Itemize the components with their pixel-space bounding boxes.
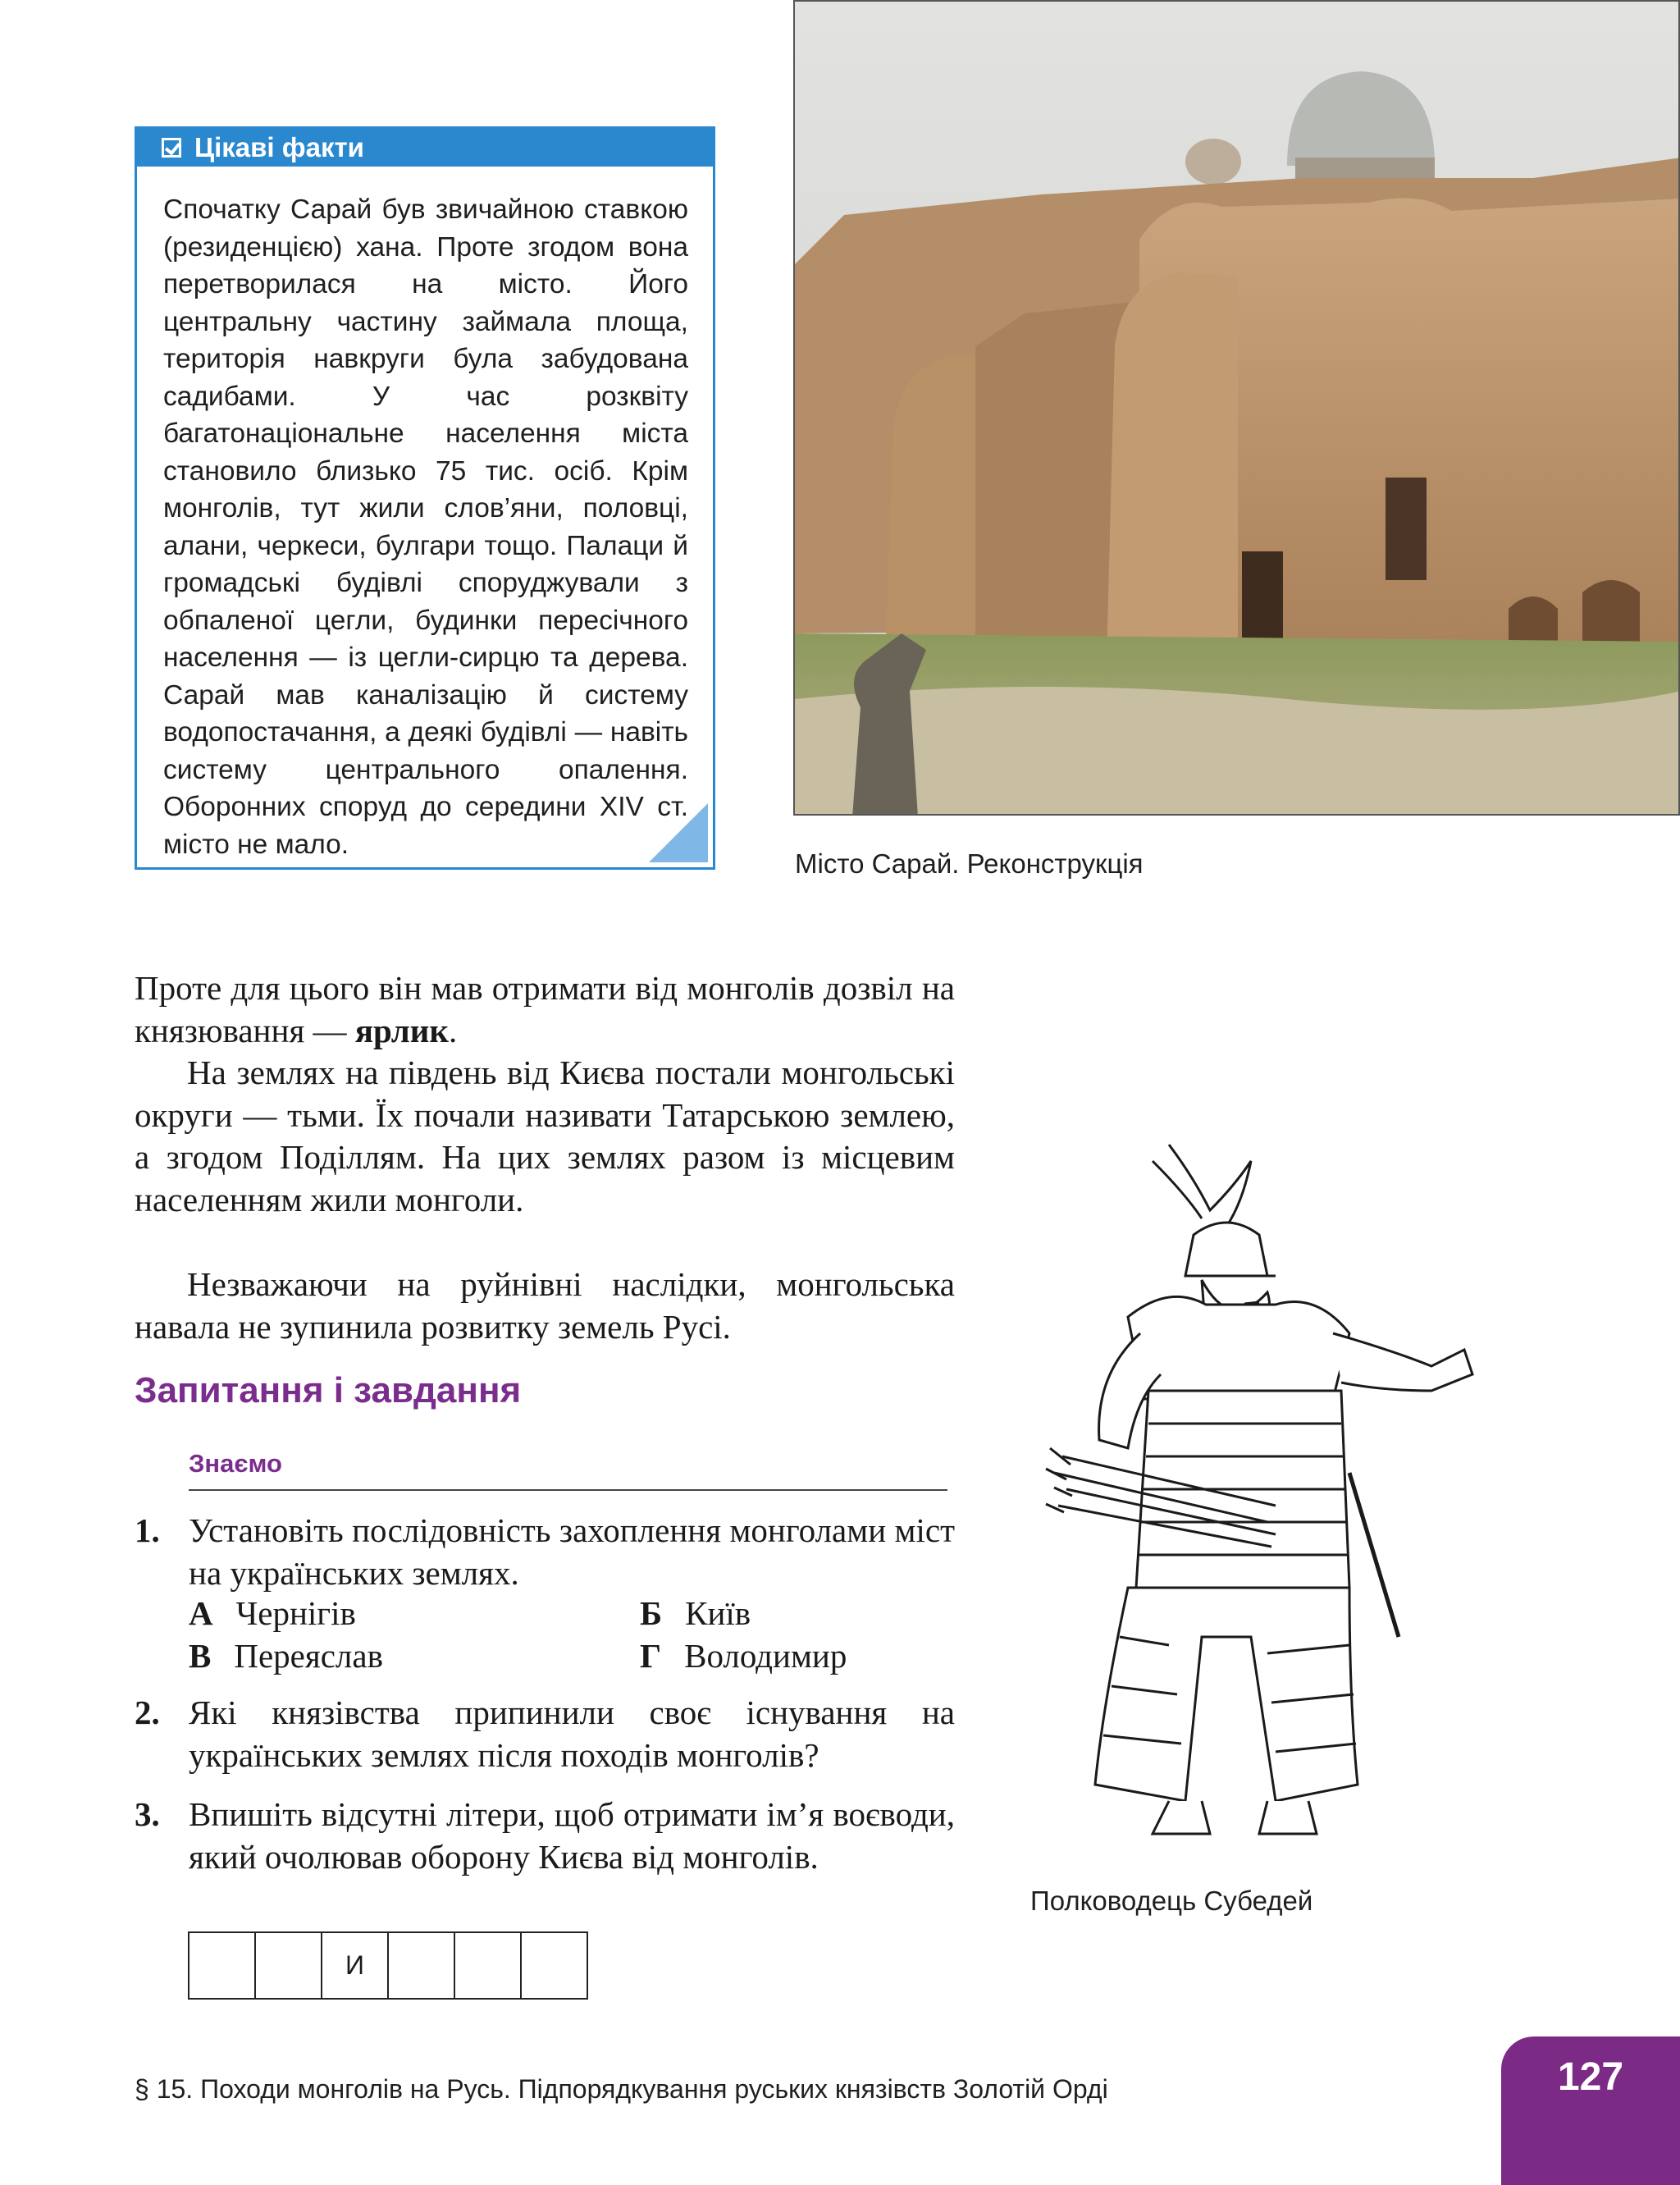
option-text: Чернігів	[235, 1594, 356, 1632]
subhead-znayemo: Знаємо	[189, 1449, 282, 1478]
facts-title: Цікаві факти	[194, 132, 364, 162]
letter-grid	[188, 1931, 588, 2000]
checkbox-icon	[162, 138, 181, 158]
option-a	[189, 1593, 356, 1633]
photo-caption: Місто Сарай. Реконструкція	[795, 848, 1144, 879]
facts-header	[137, 129, 713, 167]
footer-chapter: § 15. Походи монголів на Русь. Підпорядкування руських князівств Золотій Орді	[135, 2074, 1108, 2104]
grid-cell[interactable]: И	[322, 1933, 389, 1998]
paragraph-2: На землях на південь від Києва постали монгольські округи — тьми. Їх почали називати Татарською землею, а згодом Поділлям. На цих землях разом із місцевим населенням жили монголи.	[135, 1054, 955, 1218]
facts-text: Спочатку Сарай був звичайною ставкою (резиденцією) хана. Проте згодом вона перетворилася на місто. Його центральну частину займала площа, територія навкруги була забудована садибами. У час розквіту багатонаціональне населення міста становило близько 75 тис. осіб. Крім монголів, тут жили слов’яни, половці, алани, черкеси, булгари тощо. Палаци й громадські будівлі споруджували з обпаленої цегли, будинки пересічного населення — із цегли-сирцю та дерева. Сарай мав каналізацію й систему водопостачання, а деякі будівлі — навіть систему центрального опалення. Оборонних споруд до середини XIV ст. місто не мало.	[163, 194, 688, 860]
paragraph-3: Незважаючи на руйнівні наслідки, монгольська навала не зупинила розвитку земель Русі.	[135, 1265, 955, 1346]
photo-saray	[793, 0, 1680, 816]
page-number: 127	[1501, 2036, 1680, 2185]
question-number: 2.	[135, 1694, 160, 1731]
option-letter: А	[189, 1594, 213, 1632]
warrior-illustration	[1005, 1128, 1530, 1850]
question-text: Впишіть відсутні літери, щоб отримати ім’я воєводи, який очолював оборону Києва від монголів.	[189, 1795, 955, 1876]
option-text: Переяслав	[234, 1637, 383, 1675]
corner-triangle-icon	[649, 803, 708, 862]
option-g	[640, 1636, 847, 1675]
term-yarlyk: ярлик	[354, 1011, 450, 1049]
grid-cell[interactable]	[455, 1933, 522, 1998]
question-2	[135, 1692, 955, 1776]
option-letter: В	[189, 1637, 212, 1675]
option-letter: Б	[640, 1594, 663, 1632]
facts-box	[135, 126, 715, 870]
grid-cell[interactable]	[256, 1933, 322, 1998]
option-letter: Г	[640, 1637, 662, 1675]
question-number: 3.	[135, 1795, 160, 1833]
section-title: Запитання і завдання	[135, 1370, 522, 1410]
option-v	[189, 1636, 383, 1675]
question-1	[135, 1510, 955, 1594]
question-text: Установіть послідовність захоплення монголами міст на українських землях.	[189, 1511, 955, 1592]
option-text: Київ	[685, 1594, 751, 1632]
question-3	[135, 1794, 955, 1878]
question-number: 1.	[135, 1511, 160, 1549]
option-text: Володимир	[684, 1637, 847, 1675]
paragraph-1	[135, 967, 955, 1052]
divider	[189, 1489, 947, 1491]
grid-cell[interactable]	[389, 1933, 455, 1998]
option-b	[640, 1593, 751, 1633]
paragraph-1-text: Проте для цього він мав отримати від монголів дозвіл на князювання —	[135, 969, 955, 1049]
question-text: Які князівства припинили своє існування на українських землях після походів монголів?	[189, 1694, 955, 1774]
warrior-caption: Полководець Субедей	[1030, 1886, 1313, 1916]
paragraph-1-end: .	[449, 1011, 458, 1049]
grid-cell[interactable]	[522, 1933, 588, 1998]
grid-cell[interactable]	[189, 1933, 256, 1998]
